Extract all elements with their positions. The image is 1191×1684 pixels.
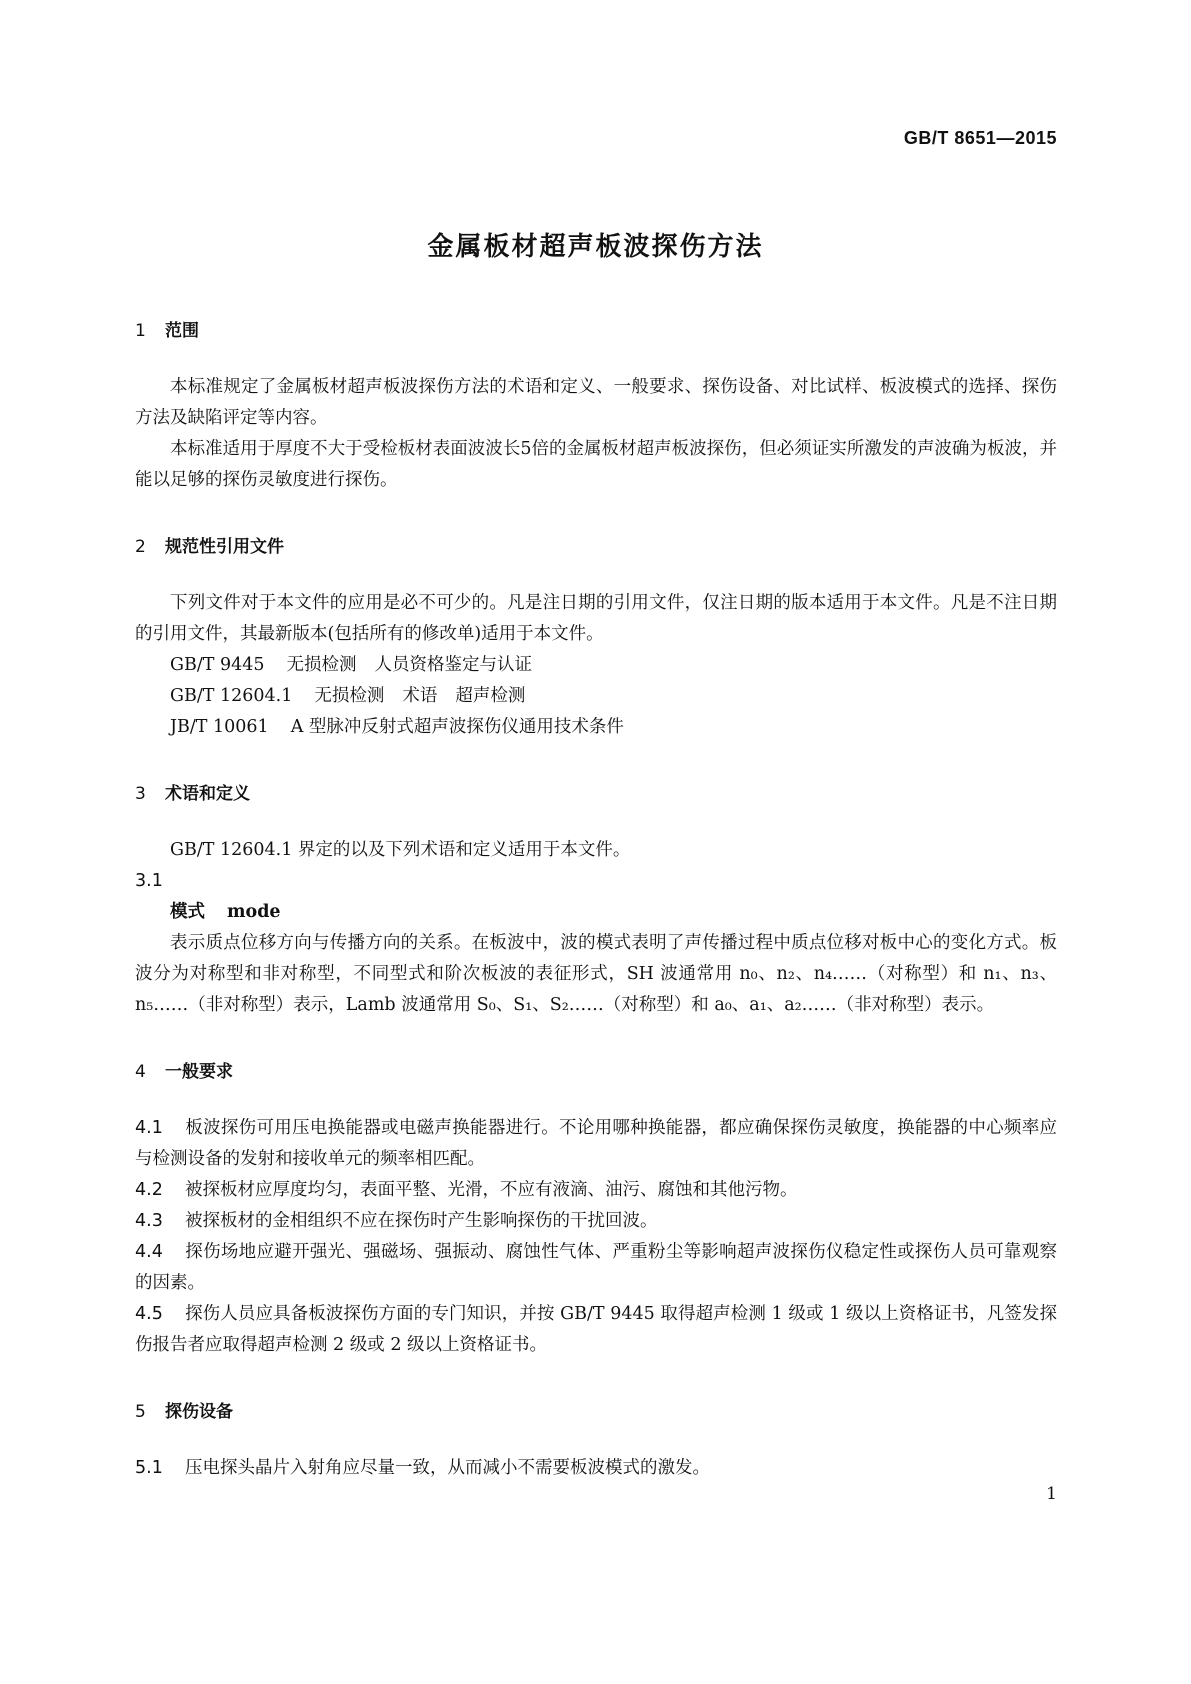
section-number: 1 [135,321,146,341]
reference-code: GB/T 12604.1 [170,686,293,706]
section-heading-equipment [135,1399,1057,1425]
document-body [135,318,1057,1484]
section-heading-scope [135,318,1057,344]
scope-paragraph-1: 本标准规定了金属板材超声板波探伤方法的术语和定义、一般要求、探伤设备、对比试样、板波模式的选择、探伤方法及缺陷评定等内容。 [135,377,1057,428]
references-intro-paragraph: 下列文件对于本文件的应用是必不可少的。凡是注日期的引用文件，仅注日期的版本适用于本文件。凡是不注日期的引用文件，其最新版本(包括所有的修改单)适用于本文件。 [135,593,1057,644]
term-number: 3.1 [135,871,163,891]
reference-item [135,650,1057,681]
section-title: 一般要求 [165,1062,233,1082]
clause-item [135,1113,1057,1175]
section-title: 探伤设备 [165,1402,233,1422]
section-title: 规范性引用文件 [165,537,284,557]
section-number: 4 [135,1062,146,1082]
clause-number: 4.3 [135,1211,163,1231]
term-name [135,897,1057,928]
term-english: mode [227,902,281,922]
clause-text: 被探板材应厚度均匀，表面平整、光滑，不应有液滴、油污、腐蚀和其他污物。 [185,1180,798,1200]
reference-title-part: A 型脉冲反射式超声波探伤仪通用技术条件 [290,717,624,737]
clause-text: 探伤场地应避开强光、强磁场、强振动、腐蚀性气体、严重粉尘等影响超声波探伤仪稳定性或探伤人员可靠观察的因素。 [135,1242,1057,1293]
reference-title-part: 人员资格鉴定与认证 [374,655,533,675]
section-heading-terms [135,781,1057,807]
reference-title-part: 超声检测 [455,686,526,706]
scope-paragraph-2: 本标准适用于厚度不大于受检板材表面波波长5倍的金属板材超声板波探伤，但必须证实所激发的声波确为板波，并能以足够的探伤灵敏度进行探伤。 [135,439,1057,490]
reference-code: GB/T 9445 [170,655,265,675]
terms-intro-paragraph: GB/T 12604.1 界定的以及下列术语和定义适用于本文件。 [170,840,631,860]
section-title: 范围 [165,321,199,341]
clause-text: 探伤人员应具备板波探伤方面的专门知识，并按 GB/T 9445 取得超声检测 1 级或 1 级以上资格证书，凡签发探伤报告者应取得超声检测 2 级或 2 级以上资格证书。 [135,1304,1057,1355]
clause-item [135,1453,1057,1484]
clause-text: 板波探伤可用压电换能器或电磁声换能器进行。不论用哪种换能器，都应确保探伤灵敏度，换能器的中心频率应与检测设备的发射和接收单元的频率相匹配。 [135,1118,1057,1169]
clause-number: 4.5 [135,1304,163,1324]
reference-item [135,681,1057,712]
clause-item [135,1206,1057,1237]
reference-title-part: 无损检测 [314,686,385,706]
standard-code: GB/T 8651—2015 [903,128,1057,148]
term-definition: 表示质点位移方向与传播方向的关系。在板波中，波的模式表明了声传播过程中质点位移对板中心的变化方式。板波分为对称型和非对称型，不同型式和阶次板波的表征形式，SH 波通常用 n₀、n₂、n₄……（对称型）和 n₁、n₃、n₅……（非对称型）表示，Lamb 波通常用 S₀、S₁、S₂……（对称型）和 a₀、a₁、a₂……（非对称型）表示。 [135,933,1057,1015]
section-number: 3 [135,784,146,804]
section-heading-general-requirements [135,1059,1057,1085]
reference-code: JB/T 10061 [170,717,269,737]
clause-number: 4.4 [135,1242,163,1262]
clause-text: 被探板材的金相组织不应在探伤时产生影响探伤的干扰回波。 [185,1211,658,1231]
clause-item [135,1299,1057,1361]
section-number: 2 [135,537,146,557]
clause-item [135,1175,1057,1206]
reference-item [135,712,1057,743]
document-title: 金属板材超声板波探伤方法 [427,232,764,262]
section-title: 术语和定义 [165,784,250,804]
clause-number: 4.2 [135,1180,163,1200]
clause-number: 4.1 [135,1118,163,1138]
section-heading-normative-references [135,534,1057,560]
section-number: 5 [135,1402,146,1422]
reference-title-part: 术语 [402,686,438,706]
page-number: 1 [1046,1484,1057,1504]
clause-text: 压电探头晶片入射角应尽量一致，从而减小不需要板波模式的激发。 [185,1458,710,1478]
clause-number: 5.1 [135,1458,163,1478]
clause-item [135,1237,1057,1299]
reference-title-part: 无损检测 [286,655,357,675]
term-chinese: 模式 [170,902,205,922]
